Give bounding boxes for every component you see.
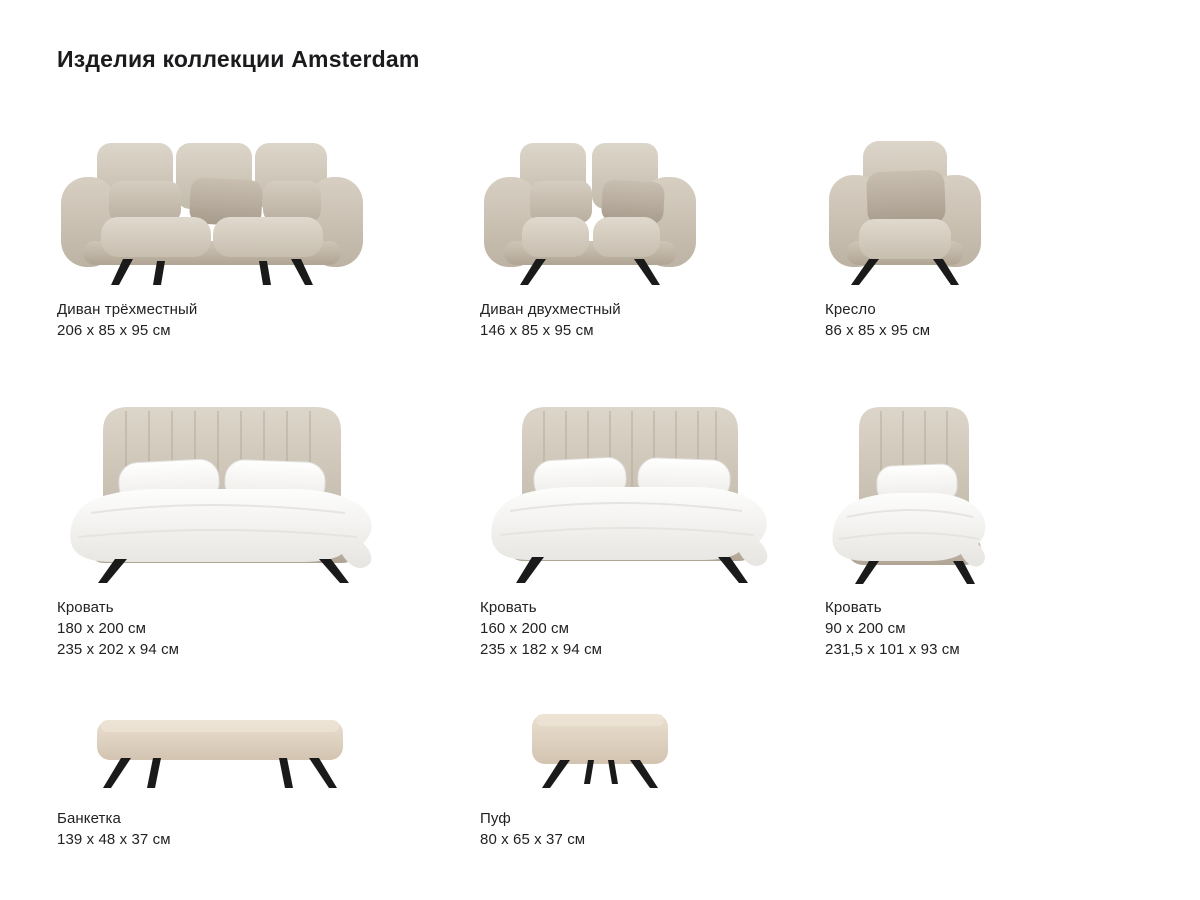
product-dimensions: 235 x 202 x 94 см xyxy=(57,641,180,658)
product-image-box xyxy=(95,710,480,792)
product-card xyxy=(480,135,825,341)
product-dimensions: 235 x 182 x 94 см xyxy=(480,641,603,658)
sofa-two-seat-image xyxy=(480,135,700,287)
product-image-box xyxy=(520,710,825,792)
product-image-box xyxy=(57,403,480,585)
products-row-sofas xyxy=(57,135,1200,341)
products-row-ottomans xyxy=(57,710,1200,850)
product-card xyxy=(480,710,825,850)
product-name: Кресло xyxy=(825,301,876,318)
product-dimensions: 146 x 85 x 95 см xyxy=(480,322,594,339)
product-name: Кровать xyxy=(57,599,114,616)
product-dimensions: 206 x 85 x 95 см xyxy=(57,322,171,339)
product-image-box xyxy=(825,403,1200,585)
product-dimensions: 90 x 200 см xyxy=(825,620,906,637)
product-image-box xyxy=(57,135,480,287)
product-dimensions: 86 x 85 x 95 см xyxy=(825,322,931,339)
product-name: Кровать xyxy=(480,599,537,616)
product-image-box xyxy=(480,135,825,287)
product-name: Пуф xyxy=(480,810,511,827)
product-dimensions: 139 x 48 x 37 см xyxy=(57,831,171,848)
bed-160-image xyxy=(480,403,780,585)
product-card xyxy=(825,135,1200,341)
product-image-box xyxy=(825,135,1200,287)
product-image-box xyxy=(480,403,825,585)
product-name: Банкетка xyxy=(57,810,121,827)
product-name: Кровать xyxy=(825,599,882,616)
product-dimensions: 160 x 200 см xyxy=(480,620,570,637)
bed-180-image xyxy=(57,403,387,585)
product-card xyxy=(57,710,480,850)
bench-image xyxy=(95,710,345,792)
product-card xyxy=(480,403,825,660)
sofa-three-seat-image xyxy=(57,135,367,287)
product-card xyxy=(825,403,1200,660)
product-card xyxy=(57,135,480,341)
product-dimensions: 80 x 65 x 37 см xyxy=(480,831,586,848)
pouf-image xyxy=(520,706,680,792)
armchair-image xyxy=(825,135,985,287)
page-title: Изделия коллекции Amsterdam xyxy=(57,46,420,72)
product-dimensions: 231,5 x 101 x 93 см xyxy=(825,641,960,658)
bed-90-image xyxy=(825,403,1003,585)
products-row-beds xyxy=(57,403,1200,660)
product-name: Диван трёхместный xyxy=(57,301,198,318)
product-name: Диван двухместный xyxy=(480,301,621,318)
product-card xyxy=(57,403,480,660)
product-dimensions: 180 x 200 см xyxy=(57,620,147,637)
